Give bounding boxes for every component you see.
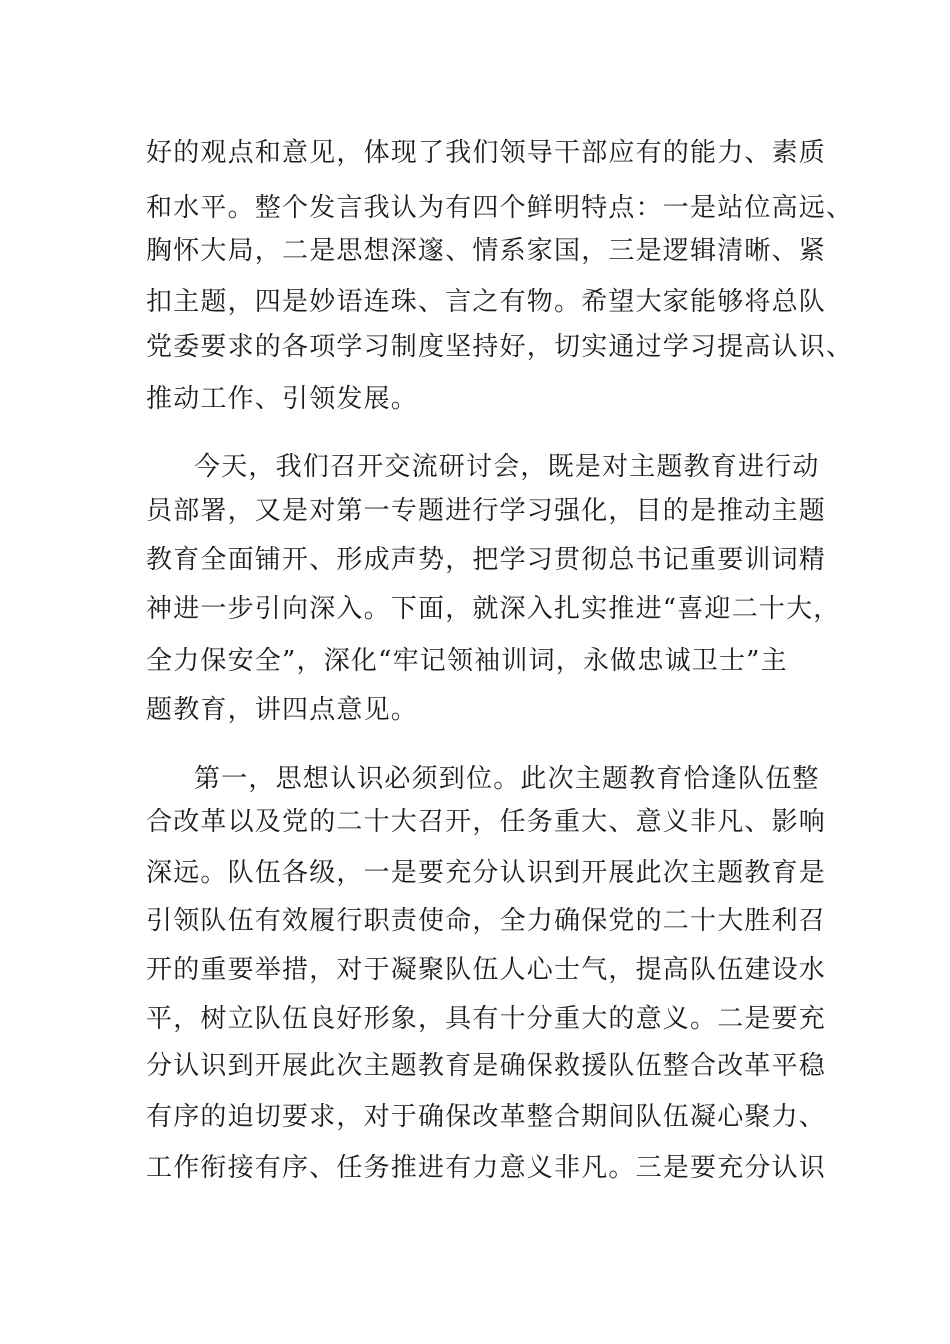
text-line: 推动工作、引领发展。 <box>146 384 419 414</box>
text-line: 工作衔接有序、任务推进有力意义非凡。三是要充分认识 <box>146 1153 827 1183</box>
text-line: 好的观点和意见，体现了我们领导干部应有的能力、素质 <box>146 138 827 168</box>
text-line: 教育全面铺开、形成声势，把学习贯彻总书记重要训词精 <box>146 545 827 575</box>
text-line: 平，树立队伍良好形象，具有十分重大的意义。二是要充 <box>146 1004 827 1034</box>
text-line: 今天，我们召开交流研讨会，既是对主题教育进行动 <box>194 452 820 482</box>
text-line: 党委要求的各项学习制度坚持好，切实通过学习提高认识、 <box>146 332 854 362</box>
text-line: 分认识到开展此次主题教育是确保救援队伍整合改革平稳 <box>146 1051 827 1081</box>
text-line: 引领队伍有效履行职责使命，全力确保党的二十大胜利召 <box>146 906 827 936</box>
text-line: 员部署，又是对第一专题进行学习强化，目的是推动主题 <box>146 496 827 526</box>
text-line: 神进一步引向深入。下面，就深入扎实推进“喜迎二十大， <box>146 594 841 624</box>
text-line: 开的重要举措，对于凝聚队伍人心士气，提高队伍建设水 <box>146 955 827 985</box>
text-line: 有序的迫切要求，对于确保改革整合期间队伍凝心聚力、 <box>146 1102 827 1132</box>
text-line: 胸怀大局，二是思想深邃、情系家国，三是逻辑清晰、紧 <box>146 236 827 266</box>
text-line: 题教育，讲四点意见。 <box>146 695 419 725</box>
text-line: 扣主题，四是妙语连珠、言之有物。希望大家能够将总队 <box>146 287 827 317</box>
text-line: 和水平。整个发言我认为有四个鲜明特点：一是站位高远、 <box>146 193 854 223</box>
text-line: 合改革以及党的二十大召开，任务重大、意义非凡、影响 <box>146 807 827 837</box>
text-line: 第一，思想认识必须到位。此次主题教育恰逢队伍整 <box>194 764 820 794</box>
text-line: 全力保安全”，深化“牢记领袖训词，永做忠诚卫士”主 <box>146 646 788 676</box>
text-line: 深远。队伍各级，一是要充分认识到开展此次主题教育是 <box>146 858 827 888</box>
